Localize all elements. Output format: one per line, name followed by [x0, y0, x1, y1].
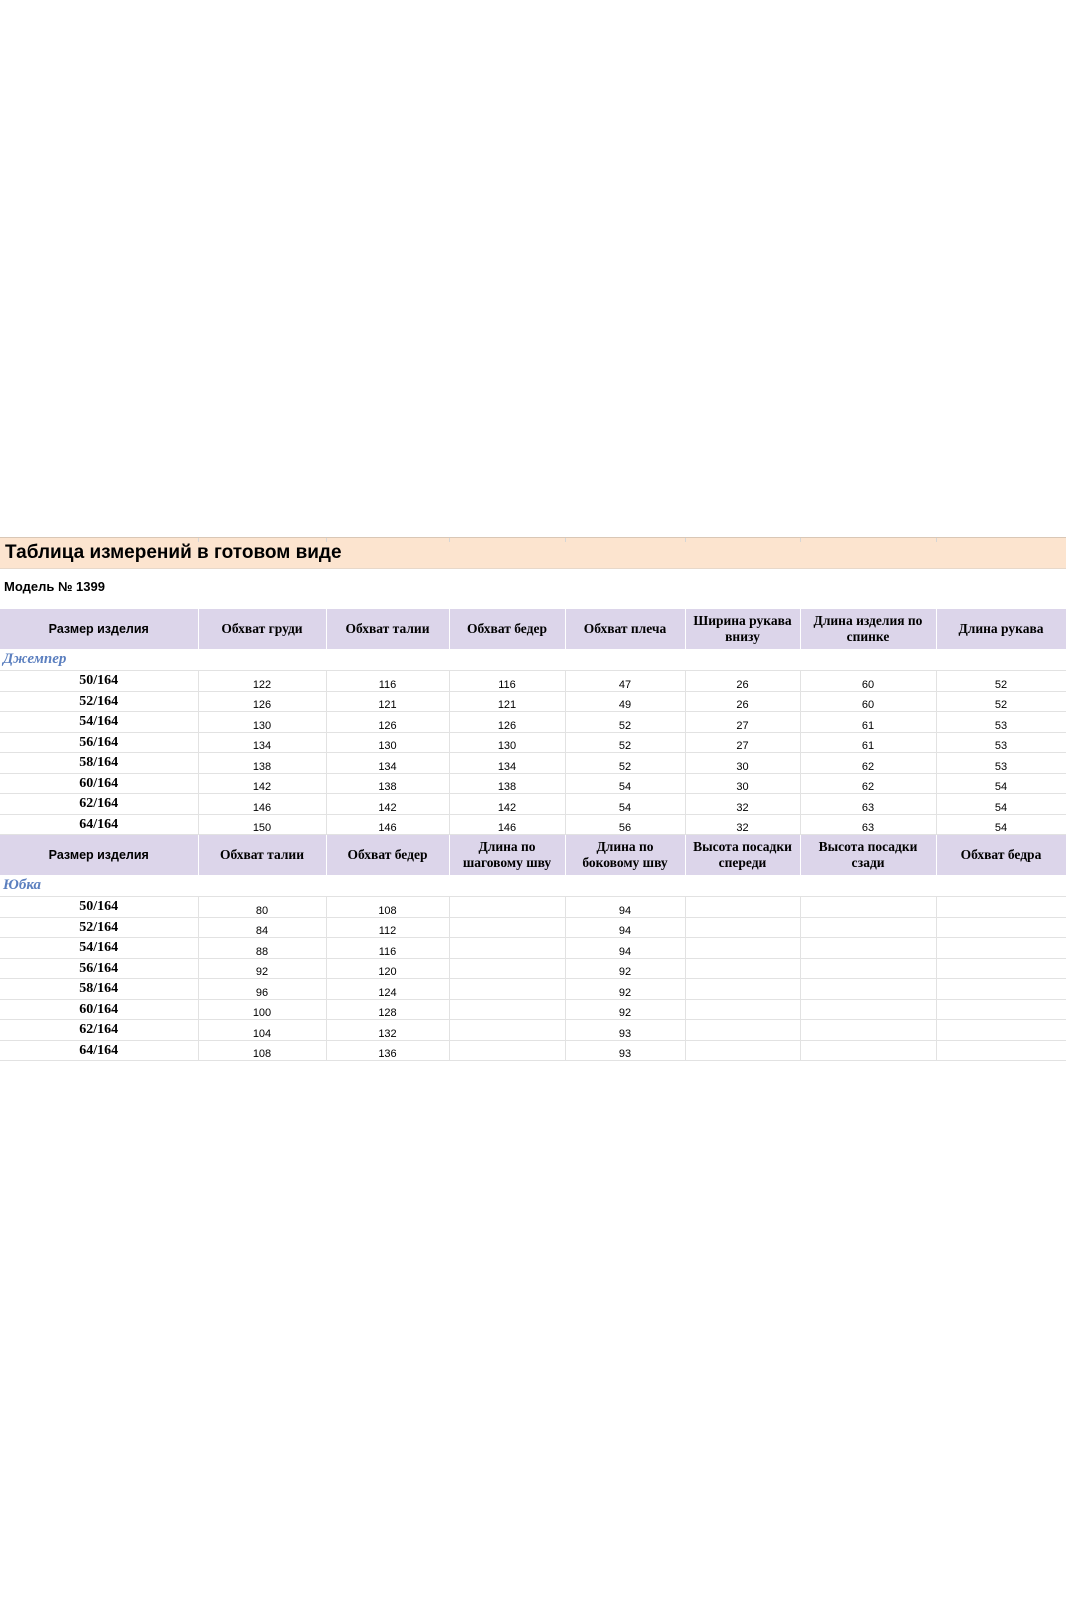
jumper-section-row: [0, 649, 1066, 671]
value-cell: [685, 917, 800, 938]
value-cell: [800, 958, 936, 979]
value-cell: 52: [565, 712, 685, 733]
value-cell: [936, 1040, 1066, 1061]
value-cell: 116: [449, 671, 565, 692]
value-cell: [449, 1020, 565, 1041]
value-cell: 122: [198, 671, 326, 692]
header-cell: Длина по боковому шву: [565, 835, 685, 876]
value-cell: 116: [326, 671, 449, 692]
value-cell: 146: [449, 814, 565, 835]
value-cell: 80: [198, 897, 326, 918]
value-cell: 116: [326, 938, 449, 959]
value-cell: 84: [198, 917, 326, 938]
value-cell: [449, 897, 565, 918]
value-cell: 150: [198, 814, 326, 835]
value-cell: 61: [800, 712, 936, 733]
size-cell: 50/164: [0, 897, 198, 918]
value-cell: [936, 999, 1066, 1020]
value-cell: [936, 979, 1066, 1000]
size-cell: 56/164: [0, 958, 198, 979]
value-cell: [449, 917, 565, 938]
value-cell: 121: [326, 691, 449, 712]
header-cell: Обхват бедра: [936, 835, 1066, 876]
value-cell: 92: [565, 958, 685, 979]
table-row: [0, 794, 1066, 815]
table-row: [0, 712, 1066, 733]
value-cell: 92: [198, 958, 326, 979]
value-cell: [449, 938, 565, 959]
value-cell: 54: [936, 814, 1066, 835]
header-cell: Длина по шаговому шву: [449, 835, 565, 876]
model-row: [0, 569, 1066, 609]
value-cell: 138: [326, 773, 449, 794]
value-cell: 142: [449, 794, 565, 815]
size-cell: 64/164: [0, 814, 198, 835]
skirt-rows: [0, 897, 1066, 1061]
header-cell: Обхват бедер: [326, 835, 449, 876]
table-row: [0, 814, 1066, 835]
value-cell: 130: [198, 712, 326, 733]
value-cell: [936, 897, 1066, 918]
grid-mark: [449, 538, 450, 542]
value-cell: 61: [800, 732, 936, 753]
value-cell: 54: [936, 773, 1066, 794]
value-cell: 100: [198, 999, 326, 1020]
value-cell: 26: [685, 691, 800, 712]
table-row: [0, 732, 1066, 753]
value-cell: 132: [326, 1020, 449, 1041]
table-row: [0, 938, 1066, 959]
value-cell: [685, 1020, 800, 1041]
grid-mark: [685, 538, 686, 542]
value-cell: 53: [936, 712, 1066, 733]
value-cell: [800, 917, 936, 938]
value-cell: 112: [326, 917, 449, 938]
value-cell: [685, 897, 800, 918]
value-cell: [449, 979, 565, 1000]
size-cell: 52/164: [0, 917, 198, 938]
value-cell: 94: [565, 938, 685, 959]
value-cell: [685, 938, 800, 959]
size-cell: 64/164: [0, 1040, 198, 1061]
value-cell: 30: [685, 773, 800, 794]
value-cell: 104: [198, 1020, 326, 1041]
value-cell: 54: [936, 794, 1066, 815]
value-cell: [685, 999, 800, 1020]
value-cell: 138: [198, 753, 326, 774]
value-cell: 108: [326, 897, 449, 918]
size-cell: 52/164: [0, 691, 198, 712]
value-cell: [800, 897, 936, 918]
value-cell: 94: [565, 917, 685, 938]
value-cell: 62: [800, 773, 936, 794]
value-cell: 56: [565, 814, 685, 835]
page-title: Таблица измерений в готовом виде: [5, 542, 342, 563]
size-cell: 50/164: [0, 671, 198, 692]
value-cell: [936, 938, 1066, 959]
value-cell: 136: [326, 1040, 449, 1061]
value-cell: 30: [685, 753, 800, 774]
section-label-jumper: Джемпер: [0, 649, 1066, 671]
value-cell: 146: [326, 814, 449, 835]
grid-mark: [936, 538, 937, 542]
skirt-section-row: [0, 875, 1066, 897]
value-cell: 142: [326, 794, 449, 815]
value-cell: 88: [198, 938, 326, 959]
header-cell: Обхват бедер: [449, 609, 565, 649]
value-cell: 53: [936, 753, 1066, 774]
title-bar: [0, 537, 1066, 569]
section-label-skirt: Юбка: [0, 875, 1066, 897]
header-cell: Обхват груди: [198, 609, 326, 649]
value-cell: 60: [800, 671, 936, 692]
value-cell: 63: [800, 794, 936, 815]
table-row: [0, 753, 1066, 774]
value-cell: 32: [685, 794, 800, 815]
value-cell: 134: [449, 753, 565, 774]
value-cell: 126: [198, 691, 326, 712]
header-cell: Ширина рукава внизу: [685, 609, 800, 649]
header-cell: Длина изделия по спинке: [800, 609, 936, 649]
value-cell: 52: [936, 691, 1066, 712]
value-cell: 94: [565, 897, 685, 918]
table-row: [0, 1040, 1066, 1061]
size-cell: 54/164: [0, 712, 198, 733]
value-cell: [685, 979, 800, 1000]
table-row: [0, 897, 1066, 918]
jumper-header-row: [0, 609, 1066, 649]
value-cell: 52: [565, 753, 685, 774]
value-cell: [936, 958, 1066, 979]
value-cell: [685, 1040, 800, 1061]
value-cell: 53: [936, 732, 1066, 753]
value-cell: 126: [326, 712, 449, 733]
value-cell: 62: [800, 753, 936, 774]
value-cell: 142: [198, 773, 326, 794]
table-row: [0, 691, 1066, 712]
value-cell: 128: [326, 999, 449, 1020]
value-cell: 138: [449, 773, 565, 794]
value-cell: 134: [198, 732, 326, 753]
grid-mark: [565, 538, 566, 542]
size-table: [0, 609, 1066, 1061]
value-cell: [800, 938, 936, 959]
value-cell: [800, 1040, 936, 1061]
value-cell: [800, 979, 936, 1000]
value-cell: 52: [565, 732, 685, 753]
value-cell: 108: [198, 1040, 326, 1061]
value-cell: 146: [198, 794, 326, 815]
header-cell: Обхват талии: [198, 835, 326, 876]
header-cell: Обхват плеча: [565, 609, 685, 649]
value-cell: 54: [565, 794, 685, 815]
table-row: [0, 979, 1066, 1000]
value-cell: 124: [326, 979, 449, 1000]
value-cell: 60: [800, 691, 936, 712]
value-cell: [936, 917, 1066, 938]
header-cell: Размер изделия: [0, 609, 198, 649]
value-cell: 93: [565, 1040, 685, 1061]
measurement-sheet: [0, 537, 1066, 1061]
value-cell: 134: [326, 753, 449, 774]
value-cell: [685, 958, 800, 979]
value-cell: 27: [685, 732, 800, 753]
value-cell: [936, 1020, 1066, 1041]
value-cell: 27: [685, 712, 800, 733]
table-row: [0, 773, 1066, 794]
table-row: [0, 917, 1066, 938]
value-cell: 49: [565, 691, 685, 712]
value-cell: 92: [565, 999, 685, 1020]
table-row: [0, 958, 1066, 979]
header-cell: Размер изделия: [0, 835, 198, 876]
size-cell: 58/164: [0, 753, 198, 774]
size-cell: 56/164: [0, 732, 198, 753]
table-row: [0, 671, 1066, 692]
value-cell: 32: [685, 814, 800, 835]
size-cell: 60/164: [0, 773, 198, 794]
size-cell: 54/164: [0, 938, 198, 959]
size-cell: 58/164: [0, 979, 198, 1000]
value-cell: 96: [198, 979, 326, 1000]
value-cell: 54: [565, 773, 685, 794]
header-cell: Обхват талии: [326, 609, 449, 649]
value-cell: [449, 999, 565, 1020]
table-row: [0, 1020, 1066, 1041]
jumper-rows: [0, 671, 1066, 835]
grid-mark: [800, 538, 801, 542]
value-cell: 63: [800, 814, 936, 835]
value-cell: [800, 1020, 936, 1041]
header-cell: Длина рукава: [936, 609, 1066, 649]
value-cell: 130: [326, 732, 449, 753]
value-cell: [449, 958, 565, 979]
skirt-header-row: [0, 835, 1066, 876]
size-cell: 62/164: [0, 1020, 198, 1041]
value-cell: 126: [449, 712, 565, 733]
value-cell: 92: [565, 979, 685, 1000]
model-number: Модель № 1399: [4, 579, 105, 594]
header-cell: Высота посадки сзади: [800, 835, 936, 876]
value-cell: 47: [565, 671, 685, 692]
value-cell: 121: [449, 691, 565, 712]
size-cell: 60/164: [0, 999, 198, 1020]
value-cell: [449, 1040, 565, 1061]
size-cell: 62/164: [0, 794, 198, 815]
value-cell: [800, 999, 936, 1020]
value-cell: 26: [685, 671, 800, 692]
header-cell: Высота посадки спереди: [685, 835, 800, 876]
value-cell: 120: [326, 958, 449, 979]
value-cell: 130: [449, 732, 565, 753]
value-cell: 93: [565, 1020, 685, 1041]
value-cell: 52: [936, 671, 1066, 692]
table-row: [0, 999, 1066, 1020]
